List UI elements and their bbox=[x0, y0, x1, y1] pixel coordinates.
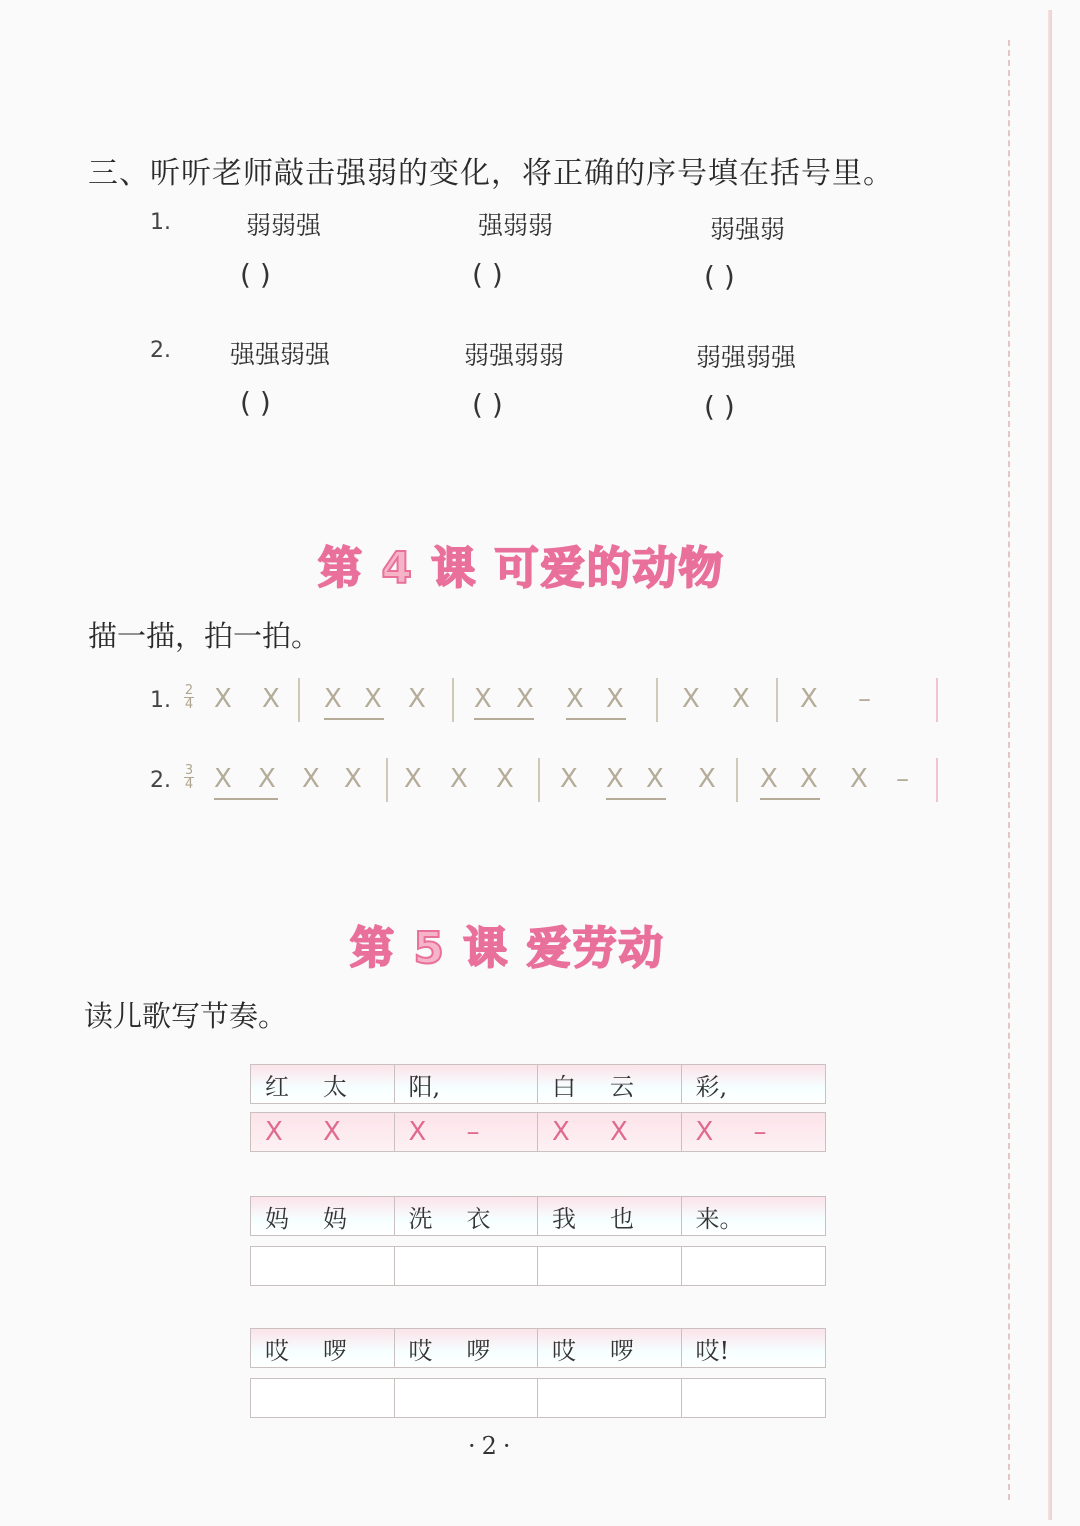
lyric-cell: 哎 啰 bbox=[538, 1329, 682, 1367]
lyric-cell: 红 太 bbox=[251, 1065, 395, 1103]
eighth-beam bbox=[606, 798, 666, 800]
cut-line bbox=[1008, 40, 1010, 1500]
bar-line bbox=[452, 678, 454, 722]
answer-blank[interactable]: ( ) bbox=[240, 386, 271, 419]
lyric-row bbox=[250, 1064, 826, 1104]
rhythm-cell: X X bbox=[251, 1113, 395, 1151]
page-number: ·2· bbox=[468, 1432, 517, 1460]
lyric-cell: 阳, bbox=[395, 1065, 539, 1103]
rhythm-blank-cell[interactable] bbox=[682, 1379, 826, 1417]
rhythm-note: X bbox=[302, 764, 320, 794]
lyric-cell: 来。 bbox=[695, 1204, 744, 1233]
rhythm-row-number: 2. bbox=[150, 768, 171, 793]
rhythm-blank-cell[interactable] bbox=[395, 1379, 539, 1417]
rhythm-note: X bbox=[606, 684, 624, 714]
lesson5-instruction: 读儿歌写节奏。 bbox=[84, 999, 288, 1033]
rhythm-blank-cell[interactable] bbox=[251, 1247, 395, 1285]
eighth-beam bbox=[214, 798, 278, 800]
rhythm-note: X bbox=[496, 764, 514, 794]
answer-blank[interactable]: ( ) bbox=[704, 260, 735, 293]
rhythm-note: X bbox=[516, 684, 534, 714]
rhythm-blank-cell[interactable] bbox=[538, 1247, 682, 1285]
rhythm-note: X bbox=[364, 684, 382, 714]
rhythm-note: X bbox=[408, 684, 426, 714]
rhythm-answer-row[interactable] bbox=[250, 1246, 826, 1286]
rhythm-cell: X – bbox=[695, 1117, 767, 1147]
row-number: 1. bbox=[150, 210, 171, 235]
rhythm-blank-cell[interactable] bbox=[395, 1247, 539, 1285]
rhythm-answer-row bbox=[250, 1112, 826, 1152]
answer-blank[interactable]: ( ) bbox=[704, 390, 735, 423]
rhythm-note: – bbox=[896, 764, 909, 794]
page-edge bbox=[1048, 10, 1052, 1520]
rhythm-blank-cell[interactable] bbox=[682, 1247, 826, 1285]
bar-line bbox=[298, 678, 300, 722]
lyric-cell: 洗 衣 bbox=[395, 1197, 539, 1235]
pattern-2a: 强强弱强 bbox=[230, 340, 331, 369]
lyric-cell: 白 云 bbox=[538, 1065, 682, 1103]
answer-blank[interactable]: ( ) bbox=[240, 258, 271, 291]
rhythm-note: – bbox=[858, 684, 871, 714]
answer-blank[interactable]: ( ) bbox=[472, 388, 503, 421]
rhythm-note: X bbox=[760, 764, 778, 794]
answer-blank[interactable]: ( ) bbox=[472, 258, 503, 291]
rhythm-note: X bbox=[732, 684, 750, 714]
pattern-1b: 强弱弱 bbox=[478, 211, 554, 240]
lesson4-instruction: 描一描，拍一拍。 bbox=[88, 619, 321, 653]
rhythm-note: X bbox=[850, 764, 868, 794]
pattern-1c: 弱强弱 bbox=[710, 215, 786, 244]
lyric-cell: 我 也 bbox=[538, 1197, 682, 1235]
rhythm-note: X bbox=[344, 764, 362, 794]
eighth-beam bbox=[324, 718, 384, 720]
rhythm-note: X bbox=[324, 684, 342, 714]
time-signature: 3 4 bbox=[184, 763, 194, 792]
rhythm-note: X bbox=[606, 764, 624, 794]
rhythm-note: X bbox=[682, 684, 700, 714]
eighth-beam bbox=[566, 718, 626, 720]
rhythm-answer-row[interactable] bbox=[250, 1378, 826, 1418]
bar-line bbox=[656, 678, 658, 722]
bar-line bbox=[776, 678, 778, 722]
rhythm-note: X bbox=[258, 764, 276, 794]
bar-line bbox=[936, 758, 938, 802]
rhythm-note: X bbox=[560, 764, 578, 794]
section3-title: 三、听听老师敲击强弱的变化，将正确的序号填在括号里。 bbox=[88, 156, 894, 191]
lyric-cell: 哎 啰 bbox=[395, 1329, 539, 1367]
rhythm-blank-cell[interactable] bbox=[251, 1379, 395, 1417]
rhythm-note: X bbox=[262, 684, 280, 714]
lesson4-title: 第 4 课 可爱的动物 bbox=[318, 543, 725, 594]
rhythm-note: X bbox=[698, 764, 716, 794]
rhythm-row-number: 1. bbox=[150, 688, 171, 713]
lyric-cell: 哎 啰 bbox=[251, 1329, 395, 1367]
time-signature: 2 4 bbox=[184, 683, 194, 712]
rhythm-note: X bbox=[404, 764, 422, 794]
lyric-cell: 妈 妈 bbox=[251, 1197, 395, 1235]
pattern-2c: 弱强弱强 bbox=[696, 343, 797, 372]
rhythm-note: X bbox=[214, 764, 232, 794]
bar-line bbox=[538, 758, 540, 802]
rhythm-note: X bbox=[566, 684, 584, 714]
rhythm-note: X bbox=[214, 684, 232, 714]
lyric-cell: 哎! bbox=[695, 1336, 730, 1365]
rhythm-note: X bbox=[474, 684, 492, 714]
pattern-2b: 弱强弱弱 bbox=[464, 341, 565, 370]
rhythm-note: X bbox=[800, 684, 818, 714]
rhythm-cell: X – bbox=[395, 1113, 539, 1151]
lyric-row bbox=[250, 1328, 826, 1368]
rhythm-note: X bbox=[450, 764, 468, 794]
bar-line bbox=[936, 678, 938, 722]
lesson5-title: 第 5 课 爱劳动 bbox=[350, 923, 665, 974]
eighth-beam bbox=[474, 718, 534, 720]
pattern-1a: 弱弱强 bbox=[246, 211, 322, 240]
lyric-row bbox=[250, 1196, 826, 1236]
rhythm-blank-cell[interactable] bbox=[538, 1379, 682, 1417]
bar-line bbox=[386, 758, 388, 802]
eighth-beam bbox=[760, 798, 820, 800]
bar-line bbox=[736, 758, 738, 802]
row-number: 2. bbox=[150, 338, 171, 363]
rhythm-note: X bbox=[646, 764, 664, 794]
rhythm-cell: X X bbox=[538, 1113, 682, 1151]
lyric-cell: 彩, bbox=[695, 1072, 728, 1101]
rhythm-note: X bbox=[800, 764, 818, 794]
